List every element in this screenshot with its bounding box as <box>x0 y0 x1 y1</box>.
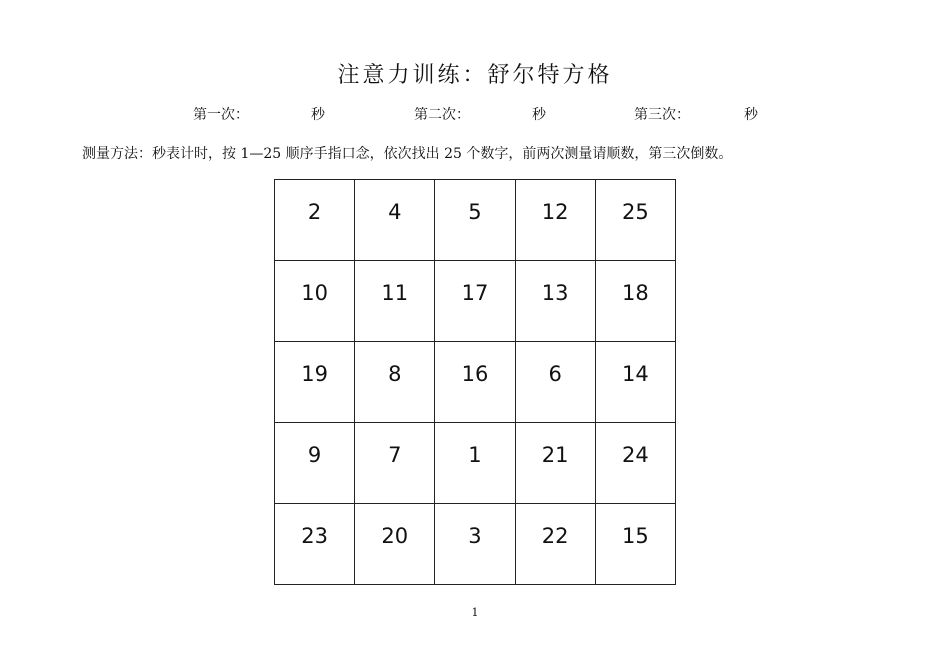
grid-cell[interactable]: 23 <box>275 504 355 585</box>
instructions: 测量方法：秒表计时，按 1—25 顺序手指口念，依次找出 25 个数字，前两次测量请顺数，第三次倒数。 <box>82 146 733 162</box>
grid-cell[interactable]: 15 <box>595 504 675 585</box>
grid-row <box>275 261 676 342</box>
grid-cell[interactable]: 6 <box>515 342 595 423</box>
page-title: 注意力训练：舒尔特方格 <box>337 63 613 88</box>
grid-cell[interactable]: 21 <box>515 423 595 504</box>
grid-cell[interactable]: 24 <box>595 423 675 504</box>
grid-cell[interactable]: 16 <box>435 342 515 423</box>
trial-3-label: 第三次： <box>634 107 690 123</box>
grid-cell[interactable]: 7 <box>355 423 435 504</box>
trial-1-label: 第一次： <box>193 107 249 123</box>
grid-cell[interactable]: 12 <box>515 180 595 261</box>
trial-2-label: 第二次： <box>414 107 470 123</box>
grid-cell[interactable]: 19 <box>275 342 355 423</box>
grid-cell[interactable]: 25 <box>595 180 675 261</box>
grid-cell[interactable]: 13 <box>515 261 595 342</box>
grid-cell[interactable]: 5 <box>435 180 515 261</box>
grid-row <box>275 180 676 261</box>
grid-row <box>275 504 676 585</box>
grid-cell[interactable]: 2 <box>275 180 355 261</box>
schulte-grid <box>274 179 676 585</box>
trial-2-unit: 秒 <box>532 107 546 123</box>
grid-row <box>275 423 676 504</box>
grid-cell[interactable]: 14 <box>595 342 675 423</box>
grid-cell[interactable]: 10 <box>275 261 355 342</box>
grid-cell[interactable]: 22 <box>515 504 595 585</box>
grid-cell[interactable]: 11 <box>355 261 435 342</box>
grid-cell[interactable]: 1 <box>435 423 515 504</box>
trial-1-unit: 秒 <box>311 107 325 123</box>
grid-cell[interactable]: 20 <box>355 504 435 585</box>
grid-cell[interactable]: 4 <box>355 180 435 261</box>
trial-3-unit: 秒 <box>744 107 758 123</box>
grid-row <box>275 342 676 423</box>
grid-cell[interactable]: 3 <box>435 504 515 585</box>
grid-cell[interactable]: 17 <box>435 261 515 342</box>
page-number: 1 <box>471 606 479 619</box>
grid-cell[interactable]: 8 <box>355 342 435 423</box>
grid-cell[interactable]: 18 <box>595 261 675 342</box>
grid-cell[interactable]: 9 <box>275 423 355 504</box>
